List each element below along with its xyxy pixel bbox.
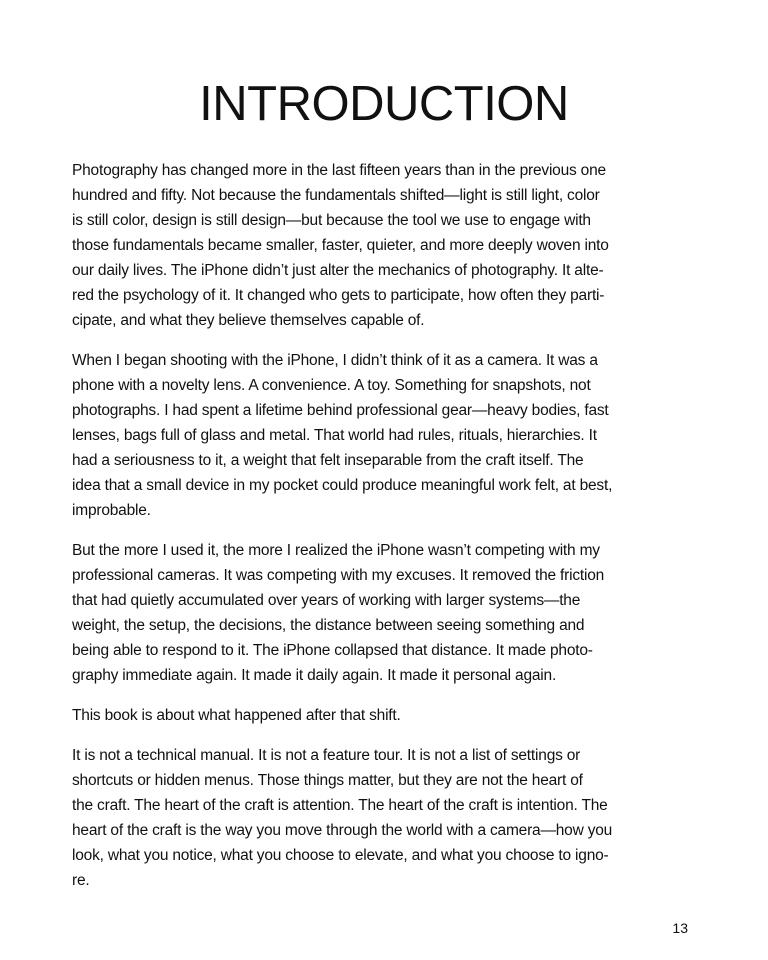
text-line: our daily lives. The iPhone didn’t just alter the mechanics of photography. It alte- (72, 262, 604, 279)
text-line: being able to respond to it. The iPhone collapsed that distance. It made photo- (72, 642, 593, 659)
text-line: re. (72, 872, 90, 889)
text-line: Photography has changed more in the last fifteen years than in the previous one (72, 162, 606, 179)
body-text (72, 158, 712, 908)
text-line: cipate, and what they believe themselves capable of. (72, 312, 425, 329)
text-line: This book is about what happened after that shift. (72, 707, 401, 724)
paragraph (72, 703, 712, 728)
text-line: look, what you notice, what you choose to elevate, and what you choose to igno- (72, 847, 609, 864)
text-line: shortcuts or hidden menus. Those things matter, but they are not the heart of (72, 772, 583, 789)
text-line: that had quietly accumulated over years of working with larger systems—the (72, 592, 581, 609)
text-line: is still color, design is still design—but because the tool we use to engage with (72, 212, 591, 229)
text-line: red the psychology of it. It changed who gets to participate, how often they parti- (72, 287, 605, 304)
paragraph (72, 158, 712, 333)
page-number: 13 (672, 920, 688, 936)
text-line: had a seriousness to it, a weight that felt inseparable from the craft itself. The (72, 452, 584, 469)
text-line: hundred and fifty. Not because the fundamentals shifted—light is still light, color (72, 187, 600, 204)
text-line: But the more I used it, the more I realized the iPhone wasn’t competing with my (72, 542, 600, 559)
text-line: graphy immediate again. It made it daily again. It made it personal again. (72, 667, 557, 684)
text-line: those fundamentals became smaller, faster, quieter, and more deeply woven into (72, 237, 609, 254)
text-line: idea that a small device in my pocket could produce meaningful work felt, at best, (72, 477, 613, 494)
text-line: lenses, bags full of glass and metal. That world had rules, rituals, hierarchies. It (72, 427, 597, 444)
text-line: heart of the craft is the way you move through the world with a camera—how you (72, 822, 613, 839)
text-line: photographs. I had spent a lifetime behind professional gear—heavy bodies, fast (72, 402, 609, 419)
text-line: phone with a novelty lens. A convenience. A toy. Something for snapshots, not (72, 377, 591, 394)
paragraph (72, 348, 712, 523)
text-line: When I began shooting with the iPhone, I didn’t think of it as a camera. It was a (72, 352, 598, 369)
text-line: the craft. The heart of the craft is attention. The heart of the craft is intention. The (72, 797, 608, 814)
page-title: INTRODUCTION (199, 77, 569, 131)
paragraph (72, 538, 712, 688)
text-line: weight, the setup, the decisions, the distance between seeing something and (72, 617, 585, 634)
text-line: professional cameras. It was competing with my excuses. It removed the friction (72, 567, 605, 584)
text-line: improbable. (72, 502, 151, 519)
paragraph (72, 743, 712, 893)
text-line: It is not a technical manual. It is not a feature tour. It is not a list of settings or (72, 747, 581, 764)
